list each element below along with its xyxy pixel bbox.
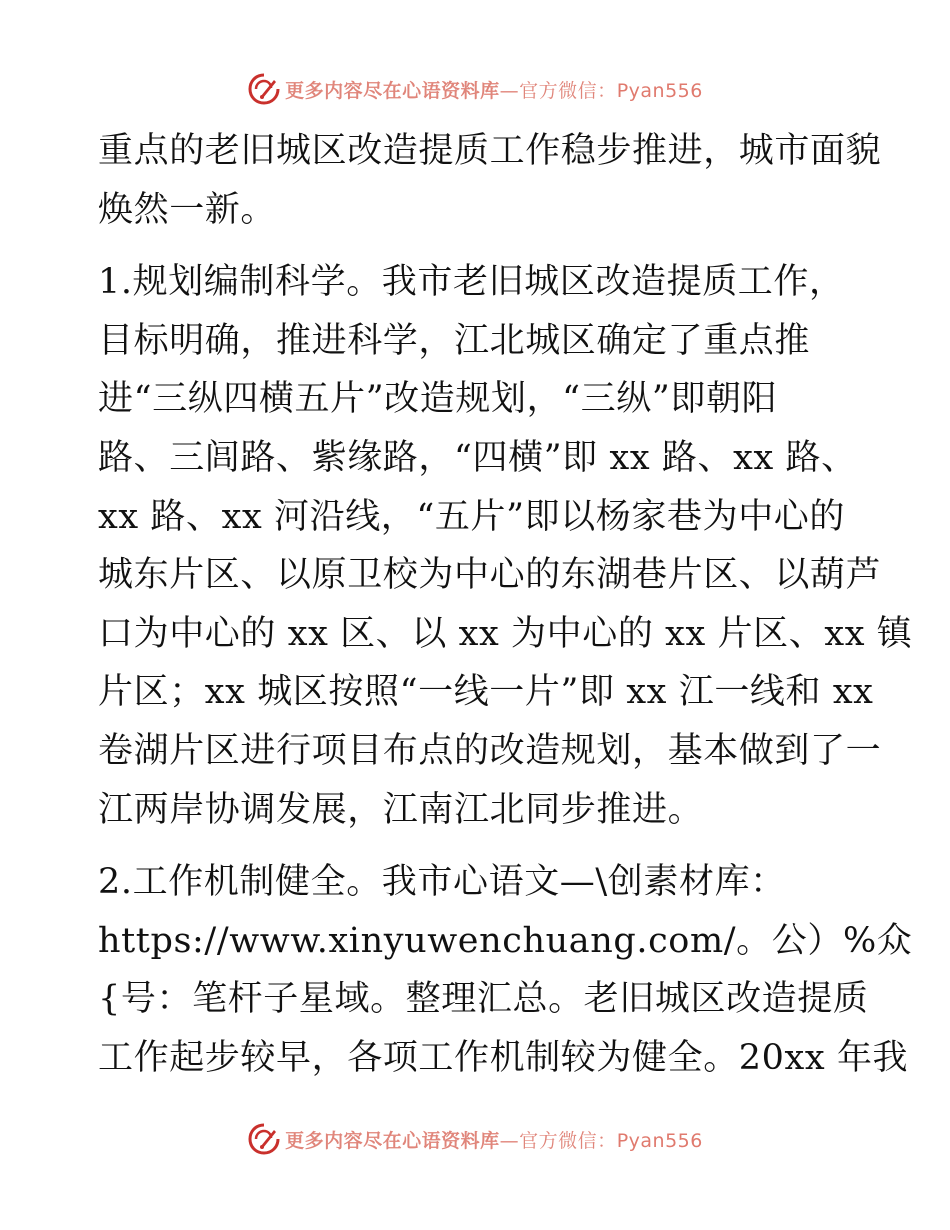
body-line: 片区；xx 城区按照“一线一片”即 xx 江一线和 xx: [98, 672, 874, 713]
pen-swirl-logo-icon: [247, 72, 281, 106]
footer-promo-text: 更多内容尽在心语资料库: [285, 1129, 500, 1152]
body-line: 工作起步较早，各项工作机制较为健全。20xx 年我: [98, 1037, 909, 1078]
footer-separator: —: [499, 1129, 520, 1152]
body-line: 卷湖片区进行项目布点的改造规划，基本做到了一: [98, 730, 882, 771]
body-line-url: https://www.xinyuwenchuang.com/。公）%众: [98, 920, 913, 961]
body-line: 焕然一新。: [98, 189, 277, 230]
footer-wechat-id: Pyan556: [616, 1129, 703, 1152]
body-line: 江两岸协调发展，江南江北同步推进。: [98, 789, 704, 830]
body-line: 进“三纵四横五片”改造规划，“三纵”即朝阳: [98, 379, 778, 420]
footer-wechat-label: 官方微信：: [519, 1129, 617, 1152]
paragraph-gap: [98, 839, 858, 853]
header-separator: —: [499, 79, 520, 102]
page-header-banner: [0, 72, 950, 106]
pen-swirl-logo-icon: [247, 1122, 281, 1156]
header-banner-text: [285, 76, 703, 103]
body-line: 口为中心的 xx 区、以 xx 为中心的 xx 片区、xx 镇: [98, 613, 913, 654]
header-wechat-id: Pyan556: [616, 79, 703, 102]
body-line: 重点的老旧城区改造提质工作稳步推进，城市面貌: [98, 131, 882, 171]
paragraph-gap: [98, 239, 858, 253]
header-promo-text: 更多内容尽在心语资料库: [285, 79, 500, 102]
body-line: xx 路、xx 河沿线，“五片”即以杨家巷为中心的: [98, 496, 845, 537]
body-line: 1.规划编制科学。我市老旧城区改造提质工作，: [98, 262, 845, 303]
body-line: {号：笔杆子星域。整理汇总。老旧城区改造提质: [98, 979, 869, 1020]
body-line: 目标明确，推进科学，江北城区确定了重点推: [98, 320, 811, 361]
body-line: 城东片区、以原卫校为中心的东湖巷片区、以葫芦: [98, 555, 882, 596]
header-wechat-label: 官方微信：: [519, 79, 617, 102]
footer-banner-text: [285, 1126, 703, 1153]
document-body: [98, 122, 913, 1088]
body-line: 2.工作机制健全。我市心语文—\创素材库：: [98, 862, 786, 903]
body-line: 路、三闾路、紫缘路，“四横”即 xx 路、xx 路、: [98, 437, 857, 478]
page-footer-banner: [0, 1122, 950, 1156]
